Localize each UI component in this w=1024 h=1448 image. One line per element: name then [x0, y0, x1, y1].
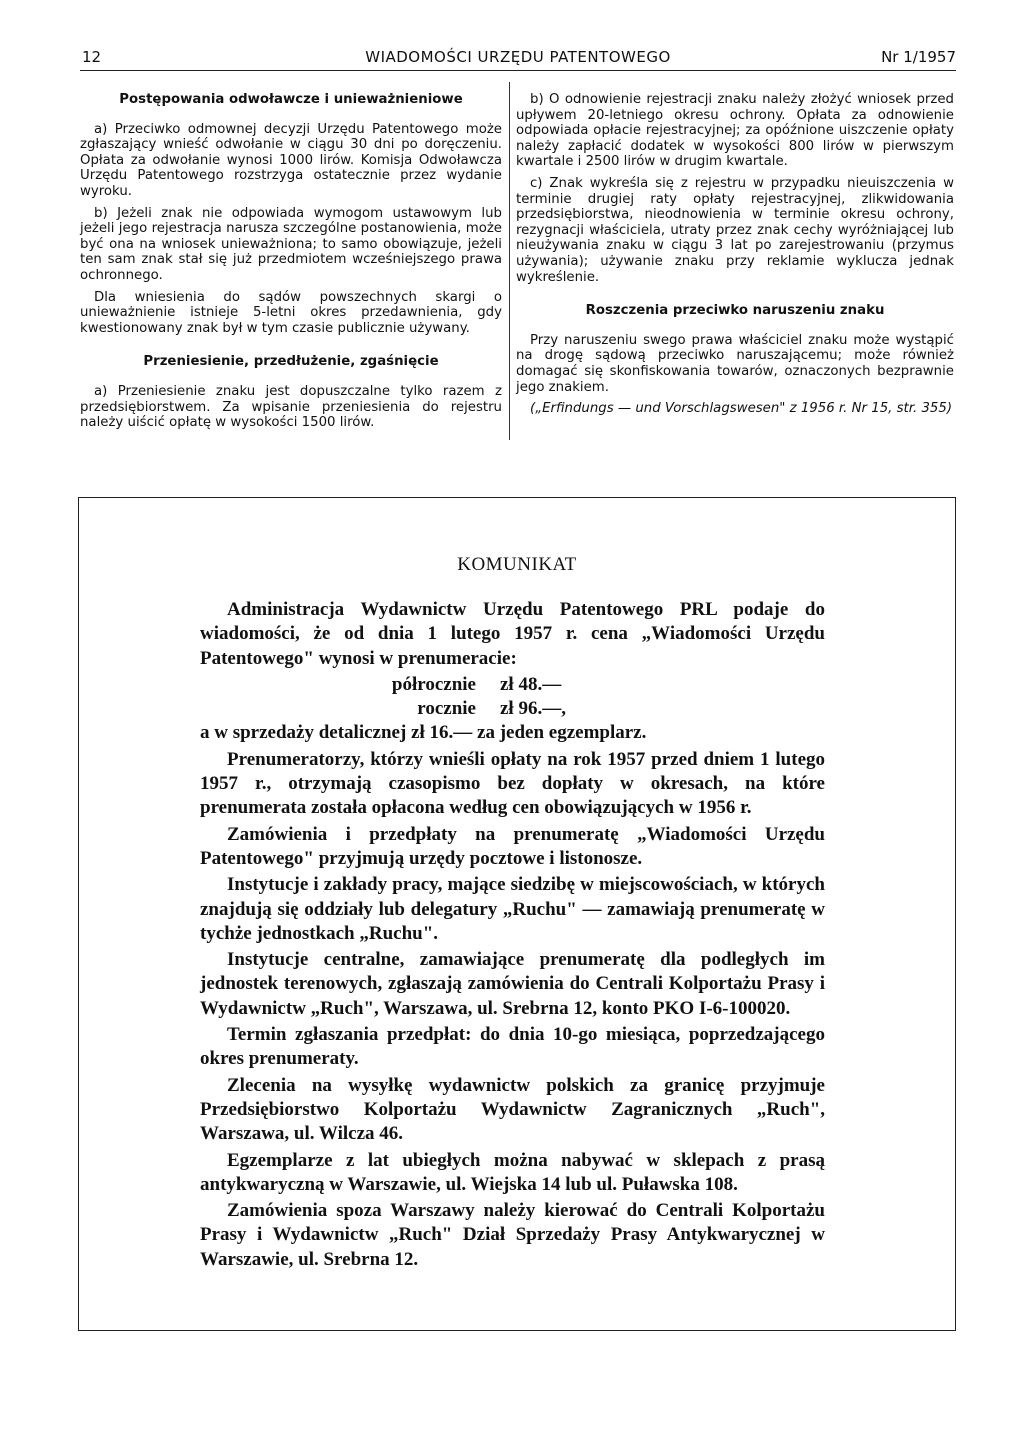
page-number: 12 — [82, 48, 102, 66]
column-divider — [509, 82, 510, 440]
paragraph: Instytucje centralne, zamawiające prenumeratę dla podległych im jednostek terenowych, zgłaszają zamówienia do Centrali Kolportażu Prasy i Wydawnictw „Ruch", Warszawa, ul. Srebrna 12, konto PKO I-6-100020. — [200, 949, 825, 1019]
price-label: rocznie — [417, 698, 476, 720]
price-label: półrocznie — [391, 673, 476, 695]
section-heading-appeals: Postępowania odwoławcze i unieważnieniowe — [119, 92, 463, 107]
paragraph: Zamówienia i przedpłaty na prenumeratę „Wiadomości Urzędu Patentowego" przyjmują urzędy pocztowe i listonosze. — [200, 823, 825, 869]
price-row-year — [200, 697, 825, 721]
paragraph: b) Jeżeli znak nie odpowiada wymogom ustawowym lub jeżeli jego rejestracja narusza szczególne postanowienia, może być ona na wniosek unieważniona; to samo obowiązuje, jeżeli ten sam znak stał się już przedmiotem wcześniejszego prawa ochronnego. — [80, 205, 502, 283]
paragraph: a) Przeniesienie znaku jest dopuszczalne tylko razem z przedsiębiorstwem. Za wpisanie przeniesienia do rejestru należy uiścić opłatę w wysokości 1500 lirów. — [80, 383, 502, 431]
price-value: zł 96.—, — [500, 698, 566, 720]
issue-number: Nr 1/1957 — [881, 48, 956, 66]
paragraph: Prenumeratorzy, którzy wnieśli opłaty na rok 1957 przed dniem 1 lutego 1957 r., otrzymają czasopismo bez dopłaty w okresach, na które prenumerata została opłacona według cen obowiązujących w 1956 r. — [200, 748, 825, 819]
left-column — [80, 92, 502, 437]
paragraph: b) O odnowienie rejestracji znaku należy złożyć wniosek przed upływem 20-letniego okresu ochrony. Opłata za odnowienie odpowiada opłacie rejestracyjnej; za opóźnione uiszczenie opłaty należy zapłacić dodatek w wysokości 800 lirów w pierwszym kwartale i 2500 lirów w drugim kwartale. — [516, 92, 954, 170]
paragraph: a) Przeciwko odmownej decyzji Urzędu Patentowego może zgłaszający wnieść odwołanie w ciągu 30 dni po doręczeniu. Opłata za odwołanie wynosi 1000 lirów. Komisja Odwoławcza Urzędu Patentowego rozstrzyga ostatecznie przez wydanie wyroku. — [80, 121, 502, 199]
price-value: zł 48.— — [500, 673, 562, 695]
price-row-half-year — [200, 673, 825, 697]
paragraph: Instytucje i zakłady pracy, mające siedzibę w miejscowościach, w których znajdują się oddziały lub delegatury „Ruchu" — zamawiają prenumeratę w tychże jednostkach „Ruchu". — [200, 874, 825, 944]
page-header — [80, 44, 956, 71]
komunikat-title: KOMUNIKAT — [457, 554, 577, 575]
paragraph: Przy naruszeniu swego prawa właściciel znaku może wystąpić na drogę sądową przeciwko naruszającemu; może również domagać się skonfiskowania towarów, oznaczonych bezprawnie jego znakiem. — [516, 332, 954, 395]
journal-title: WIADOMOŚCI URZĘDU PATENTOWEGO — [365, 48, 671, 66]
price-table — [200, 673, 825, 722]
paragraph: Egzemplarze z lat ubiegłych można nabywać w sklepach z prasą antykwaryczną w Warszawie, ul. Wiejska 14 lub ul. Puławska 108. — [200, 1149, 825, 1195]
komunikat-body — [200, 598, 825, 1274]
komunikat-box — [78, 497, 956, 1331]
paragraph: c) Znak wykreśla się z rejestru w przypadku nieuiszczenia w terminie drugiej raty opłaty rejestracyjnej, zlikwidowania przedsiębiorstwa, nieodnowienia w terminie okresu ochrony, rezygnacji właściciela, utraty przez znak cechy wyróżniającej lub nieużywania znaku w ciągu 3 lat po zarejestrowaniu (przymus używania); używanie znaku przy reklamie wyklucza jednak wykreślenie. — [516, 175, 954, 285]
source-citation: („Erfindungs — und Vorschlagswesen" z 1956 r. Nr 15, str. 355) — [530, 401, 953, 417]
paragraph: Zlecenia na wysyłkę wydawnictw polskich za granicę przyjmuje Przedsiębiorstwo Kolportażu Wydawnictw Zagranicznych „Ruch", Warszawa, ul. Wilcza 46. — [200, 1074, 825, 1145]
paragraph: Termin zgłaszania przedpłat: do dnia 10-go miesiąca, poprzedzającego okres prenumeraty. — [200, 1024, 825, 1070]
komunikat-intro: Administracja Wydawnictw Urzędu Patentowego PRL podaje do wiadomości, że od dnia 1 lutego 1957 r. cena „Wiadomości Urzędu Patentowego" wynosi w prenumeracie: — [200, 599, 825, 669]
retail-price: a w sprzedaży detalicznej zł 16.— za jeden egzemplarz. — [200, 722, 647, 744]
section-heading-infringement: Roszczenia przeciwko naruszeniu znaku — [585, 303, 885, 319]
section-heading-transfer: Przeniesienie, przedłużenie, zgaśnięcie — [143, 354, 439, 370]
paragraph: Dla wniesienia do sądów powszechnych skargi o unieważnienie istnieje 5-letni okres przedawnienia, gdy kwestionowany znak był w tym czasie publicznie używany. — [80, 289, 502, 336]
right-column — [516, 92, 954, 423]
paragraph: Zamówienia spoza Warszawy należy kierować do Centrali Kolportażu Prasy i Wydawnictw „Ruch" Dział Sprzedaży Prasy Antykwarycznej w Warszawie, ul. Srebrna 12. — [200, 1200, 825, 1270]
